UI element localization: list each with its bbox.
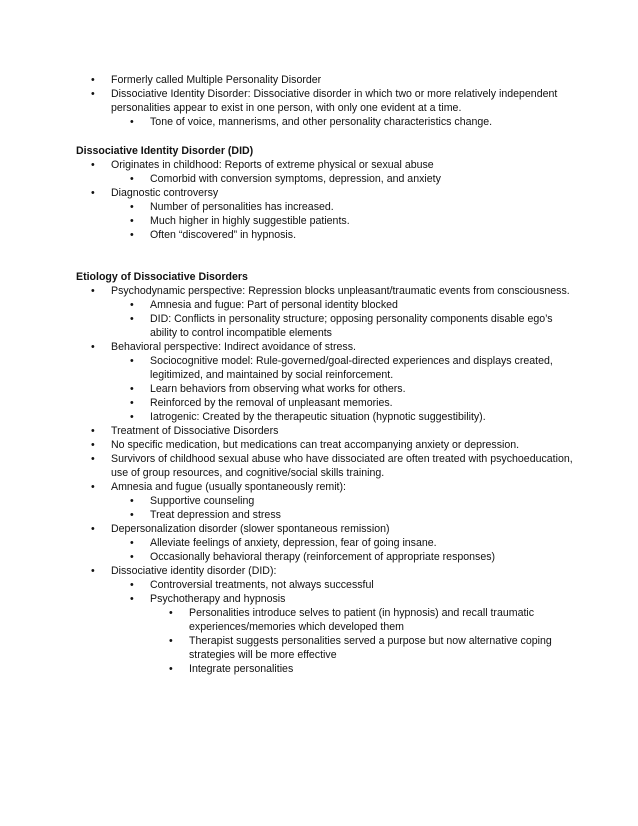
bullet-icon bbox=[130, 550, 150, 564]
bullet-icon bbox=[91, 186, 111, 200]
bullet-icon bbox=[130, 115, 150, 129]
list-item: •DID: Conflicts in personality structure; opposing personality components disable ego’s ability to control incompatible elements bbox=[0, 312, 638, 340]
list-item: •Amnesia and fugue: Part of personal identity blocked bbox=[0, 298, 638, 312]
bullet-icon bbox=[130, 172, 150, 186]
list-item: •Diagnostic controversy bbox=[0, 186, 638, 200]
bullet-icon bbox=[130, 396, 150, 410]
list-item: •Integrate personalities bbox=[0, 662, 638, 676]
bullet-icon bbox=[130, 354, 150, 368]
bullet-icon bbox=[169, 606, 189, 620]
bullet-icon bbox=[130, 312, 150, 326]
list-item: •Depersonalization disorder (slower spontaneous remission) bbox=[0, 522, 638, 536]
list-item: •Dissociative Identity Disorder: Dissociative disorder in which two or more relatively independent personalities appear to exist in one person, with only one evident at a time. bbox=[0, 87, 638, 115]
bullet-icon bbox=[130, 228, 150, 242]
list-item: •Treatment of Dissociative Disorders bbox=[0, 424, 638, 438]
list-item: •Originates in childhood: Reports of extreme physical or sexual abuse bbox=[0, 158, 638, 172]
bullet-icon bbox=[130, 382, 150, 396]
bullet-icon bbox=[130, 200, 150, 214]
list-item: •Therapist suggests personalities served a purpose but now alternative coping strategies will be more effective bbox=[0, 634, 638, 662]
bullet-icon bbox=[130, 508, 150, 522]
list-item: •Controversial treatments, not always successful bbox=[0, 578, 638, 592]
list-item: •Occasionally behavioral therapy (reinforcement of appropriate responses) bbox=[0, 550, 638, 564]
bullet-icon bbox=[169, 634, 189, 648]
list-item: •Dissociative identity disorder (DID): bbox=[0, 564, 638, 578]
bullet-icon bbox=[91, 73, 111, 87]
list-item: •Sociocognitive model: Rule-governed/goal-directed experiences and displays created, legitimized, and maintained by social reinforcement. bbox=[0, 354, 638, 382]
list-item: •Tone of voice, mannerisms, and other personality characteristics change. bbox=[0, 115, 638, 129]
intro-section bbox=[0, 73, 638, 129]
list-item: •Often “discovered” in hypnosis. bbox=[0, 228, 638, 242]
did-section bbox=[0, 144, 638, 242]
list-item: •Survivors of childhood sexual abuse who have dissociated are often treated with psychoeducation, use of group resources, and cognitive/social skills training. bbox=[0, 452, 638, 480]
list-item: •Psychodynamic perspective: Repression blocks unpleasant/traumatic events from consciousness. bbox=[0, 284, 638, 298]
section-heading: Etiology of Dissociative Disorders bbox=[76, 271, 248, 283]
bullet-icon bbox=[130, 214, 150, 228]
list-item: •Behavioral perspective: Indirect avoidance of stress. bbox=[0, 340, 638, 354]
section-heading: Dissociative Identity Disorder (DID) bbox=[76, 145, 254, 157]
list-item: •Treat depression and stress bbox=[0, 508, 638, 522]
bullet-icon bbox=[130, 536, 150, 550]
bullet-icon bbox=[130, 494, 150, 508]
list-item: •Comorbid with conversion symptoms, depression, and anxiety bbox=[0, 172, 638, 186]
list-item: •Learn behaviors from observing what works for others. bbox=[0, 382, 638, 396]
bullet-icon bbox=[169, 662, 189, 676]
list-item: •Psychotherapy and hypnosis bbox=[0, 592, 638, 606]
list-item: •Supportive counseling bbox=[0, 494, 638, 508]
bullet-icon bbox=[91, 340, 111, 354]
bullet-icon bbox=[91, 522, 111, 536]
list-item: •Personalities introduce selves to patient (in hypnosis) and recall traumatic experiences/memories which developed them bbox=[0, 606, 638, 634]
bullet-icon bbox=[91, 438, 111, 452]
list-item: •Iatrogenic: Created by the therapeutic situation (hypnotic suggestibility). bbox=[0, 410, 638, 424]
bullet-icon bbox=[91, 87, 111, 101]
list-item: •Reinforced by the removal of unpleasant memories. bbox=[0, 396, 638, 410]
bullet-icon bbox=[91, 158, 111, 172]
bullet-icon bbox=[91, 480, 111, 494]
list-item: •Number of personalities has increased. bbox=[0, 200, 638, 214]
list-item: •Formerly called Multiple Personality Disorder bbox=[0, 73, 638, 87]
bullet-icon bbox=[130, 410, 150, 424]
list-item: •Amnesia and fugue (usually spontaneously remit): bbox=[0, 480, 638, 494]
bullet-icon bbox=[91, 452, 111, 466]
bullet-icon bbox=[130, 592, 150, 606]
bullet-icon bbox=[91, 564, 111, 578]
bullet-icon bbox=[130, 298, 150, 312]
list-item: •No specific medication, but medications can treat accompanying anxiety or depression. bbox=[0, 438, 638, 452]
etiology-section bbox=[0, 270, 638, 676]
bullet-icon bbox=[91, 424, 111, 438]
bullet-icon bbox=[91, 284, 111, 298]
list-item: •Alleviate feelings of anxiety, depression, fear of going insane. bbox=[0, 536, 638, 550]
bullet-icon bbox=[130, 578, 150, 592]
list-item: •Much higher in highly suggestible patients. bbox=[0, 214, 638, 228]
